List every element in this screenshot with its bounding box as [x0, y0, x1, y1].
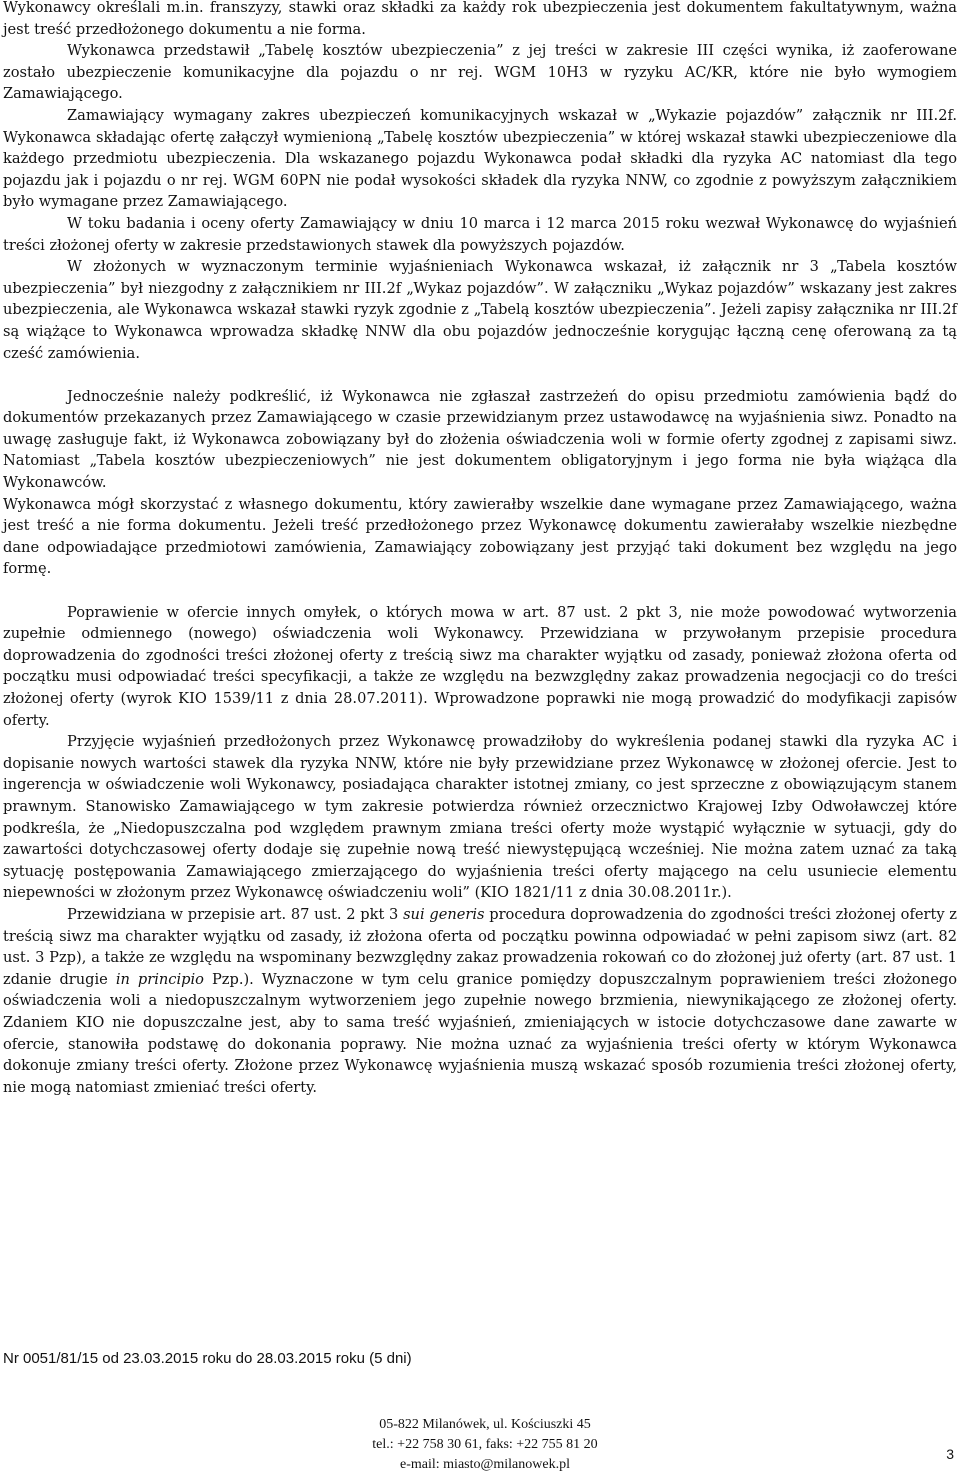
- footer-phone: tel.: +22 758 30 61, faks: +22 755 81 20: [372, 1437, 598, 1452]
- reference-number: Nr 0051/81/15 od 23.03.2015 roku do 28.03.2015 roku (5 dni): [3, 1350, 412, 1367]
- paragraph: W toku badania i oceny oferty Zamawiający w dniu 10 marca i 12 marca 2015 roku wezwał Wykonawcę do wyjaśnień treści złożonej oferty w zakresie przedstawionych stawek dla powyższych pojazdów.: [3, 214, 957, 254]
- footer-contact: [305, 1415, 665, 1475]
- paragraph: Zamawiający wymagany zakres ubezpieczeń komunikacyjnych wskazał w „Wykazie pojazdów” załącznik nr III.2f. Wykonawca składając ofertę załączył wymienioną „Tabelę kosztów ubezpieczenia” w której wskazał stawki ubezpieczeniowe dla każdego przedmiotu ubezpieczenia. Dla wskazanego pojazdu Wykonawca podał składki dla ryzyka AC natomiast dla tego pojazdu jak i pojazdu o nr rej. WGM 60PN nie podał wysokości składek dla ryzyka NNW, co zgodnie z powyższym załącznikiem było wymagane przez Zamawiającego.: [3, 106, 957, 211]
- footer-email: e-mail: miasto@milanowek.pl: [400, 1457, 570, 1472]
- page-number: 3: [946, 1446, 954, 1462]
- footer-address: 05-822 Milanówek, ul. Kościuszki 45: [379, 1417, 591, 1432]
- paragraph: Wykonawca przedstawił „Tabelę kosztów ubezpieczenia” z jej treści w zakresie III części wynika, iż zaoferowane zostało ubezpieczenie komunikacyjne dla pojazdu o nr rej. WGM 10H3 w ryzyku AC/KR, które nie było wymogiem Zamawiającego.: [3, 42, 957, 103]
- paragraph: Przyjęcie wyjaśnień przedłożonych przez Wykonawcę prowadziłoby do wykreślenia podanej stawki dla ryzyka AC i dopisanie nowych wartości stawek dla ryzyka NNW, które nie były przewidziane przez Wykonawcę w złożonej ofercie. Jest to ingerencja w oświadczenie woli Wykonawcy, posiadająca charakter istotnej zmiany, co jest sprzeczne z obowiązującym stanem prawnym. Stanowisko Zamawiającego w tym zakresie potwierdza również orzecznictwo Krajowej Izby Odwoławczej które podkreśla, że „Niedopuszczalna pod względem prawnym zmiana treści oferty może wystąpić wyłącznie w sytuacji, gdy do zawartości dotychczasowej oferty dodaje się zupełnie nową treść niewystępującą wcześniej. Nie można zatem uznać za taką sytuację postępowania Zamawiającego zmierzającego do wyjaśnienia treści oferty mającego na celu usuniecie elementu niepewności w złożonym przez Wykonawcę oświadczeniu woli” (KIO 1821/11 z dnia 30.08.2011r.).: [3, 733, 957, 902]
- paragraph: Przewidziana w przepisie art. 87 ust. 2 pkt 3 sui generis procedura doprowadzenia do zgodności treści złożonej oferty z treścią siwz ma charakter wyjątku od zasady, iż złożona oferta od początku powinna odpowiadać w pełni zapisom siwz (art. 82 ust. 3 Pzp), a także ze względu na wspominany bezwzględny zakaz prowadzenia rokowań co do złożonej już oferty (art. 87 ust. 1 zdanie drugie in principio Pzp.). Wyznaczone w tym celu granice pomiędzy dopuszczalnym poprawieniem treści złożonego oświadczenia woli a niedopuszczalnym wytworzeniem jego zupełnie nowego brzmienia, niewynikającego ze złożonej oferty. Zdaniem KIO nie dopuszczalne jest, aby to sama treść wyjaśnień, zmieniających w istocie dotychczasowe dane zawarte w ofercie, stanowiła podstawę do dokonania poprawy. Nie można uznać za wyjaśnienia treści oferty w którym Wykonawca dokonuje zmiany treści oferty. Złożone przez Wykonawcę wyjaśnienia muszą wskazać sposób rozumienia treści złożonej oferty, nie mogą natomiast zmieniać treści oferty.: [3, 905, 958, 1096]
- paragraph: Jednocześnie należy podkreślić, iż Wykonawca nie zgłaszał zastrzeżeń do opisu przedmiotu zamówienia bądź do dokumentów przekazanych przez Zamawiającego w czasie przewidzianym przez ustawodawcę na wyjaśnienia siwz. Ponadto na uwagę zasługuje fakt, iż Wykonawca zobowiązany był do złożenia oświadczenia woli w formie oferty zgodnej z zapisami siwz. Natomiast „Tabela kosztów ubezpieczeniowych” nie jest dokumentem obligatoryjnym i jego forma nie była wiążąca dla Wykonawców.: [3, 387, 957, 492]
- document-body: [3, 0, 957, 1098]
- paragraph: Wykonawcy określali m.in. franszyzy, stawki oraz składki za każdy rok ubezpieczenia jest dokumentem fakultatywnym, ważna jest treść przedłożonego dokumentu a nie forma.: [3, 0, 957, 38]
- paragraph: Poprawienie w ofercie innych omyłek, o których mowa w art. 87 ust. 2 pkt 3, nie może powodować wytworzenia zupełnie odmiennego (nowego) oświadczenia woli Wykonawcy. Przewidziana w przywołanym przepisie procedura doprowadzenia do zgodności treści złożonej oferty z treścią siwz ma charakter wyjątku od zasady, ponieważ złożona oferta od początku musi odpowiadać treści specyfikacji, a także ze względu na bezwzględny zakaz prowadzenia negocjacji co do treści złożonej oferty (wyrok KIO 1539/11 z dnia 28.07.2011). Wprowadzone poprawki nie mogą prowadzić do modyfikacji zapisów oferty.: [3, 603, 957, 729]
- paragraph: W złożonych w wyznaczonym terminie wyjaśnieniach Wykonawca wskazał, iż załącznik nr 3 „Tabela kosztów ubezpieczenia” był niezgodny z załącznikiem nr III.2f „Wykaz pojazdów”. W załączniku „Wykaz pojazdów” wskazany jest zakres ubezpieczenia, ale Wykonawca wskazał stawki ryzyk zgodnie z „Tabelą kosztów ubezpieczenia”. Jeżeli zapisy załącznika nr III.2f są wiążące to Wykonawca wprowadza składkę NNW dla obu pojazdów jednocześnie korygując łączną cenę oferowaną za tą cześć zamówienia.: [3, 258, 957, 362]
- paragraph: Wykonawca mógł skorzystać z własnego dokumentu, który zawierałby wszelkie dane wymagane przez Zamawiającego, ważna jest treść a nie forma dokumentu. Jeżeli treść przedłożonego przez Wykonawcę dokumentu zawierałaby wszelkie niezbędne dane odpowiadające przedmiotowi zamówienia, Zamawiający zobowiązany jest przyjąć taki dokument bez względu na jego formę.: [3, 495, 957, 578]
